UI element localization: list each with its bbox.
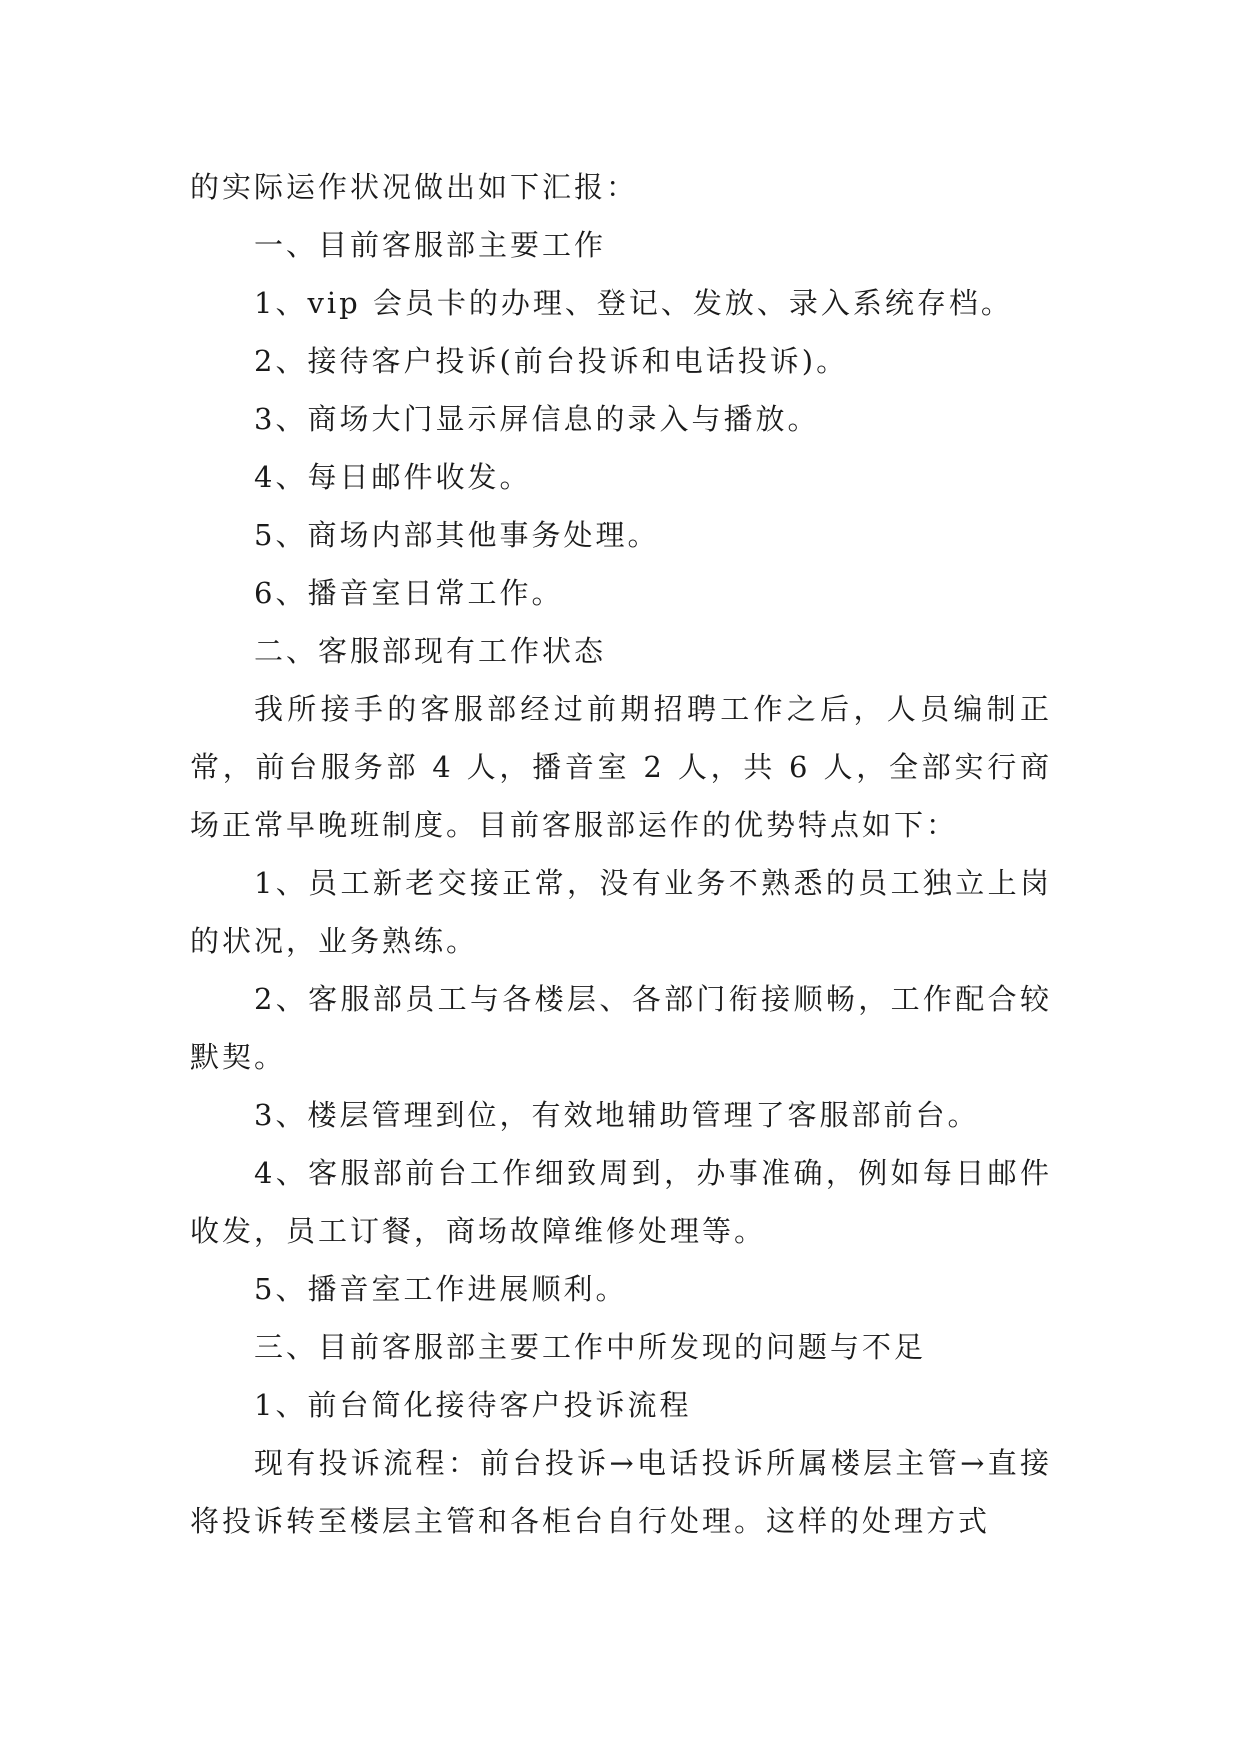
- paragraph-intro: 的实际运作状况做出如下汇报：: [190, 170, 639, 204]
- list-item: 2、客服部员工与各楼层、各部门衔接顺畅，工作配合较默契。: [190, 982, 1052, 1074]
- list-item: 1、vip 会员卡的办理、登记、发放、录入系统存档。: [254, 286, 1013, 320]
- list-item: 5、播音室工作进展顺利。: [254, 1272, 628, 1306]
- section-heading-2: 二、客服部现有工作状态: [254, 634, 607, 668]
- section-heading-3: 三、目前客服部主要工作中所发现的问题与不足: [254, 1330, 927, 1364]
- list-item: 1、前台简化接待客户投诉流程: [254, 1388, 692, 1422]
- list-item: 4、每日邮件收发。: [254, 460, 532, 494]
- document-body: [190, 158, 1052, 1550]
- list-item: 3、商场大门显示屏信息的录入与播放。: [254, 402, 820, 436]
- list-item: 5、商场内部其他事务处理。: [254, 518, 660, 552]
- list-item: 6、播音室日常工作。: [254, 576, 564, 610]
- paragraph-body: 现有投诉流程：前台投诉→电话投诉所属楼层主管→直接将投诉转至楼层主管和各柜台自行处理。这样的处理方式: [190, 1446, 1052, 1538]
- list-item: 3、楼层管理到位，有效地辅助管理了客服部前台。: [254, 1098, 980, 1132]
- paragraph-body: 我所接手的客服部经过前期招聘工作之后，人员编制正常，前台服务部 4 人，播音室 2 人，共 6 人，全部实行商场正常早晚班制度。目前客服部运作的优势特点如下：: [190, 692, 1052, 842]
- list-item: 4、客服部前台工作细致周到，办事准确，例如每日邮件收发，员工订餐，商场故障维修处理等。: [190, 1156, 1052, 1248]
- list-item: 1、员工新老交接正常，没有业务不熟悉的员工独立上岗的状况，业务熟练。: [190, 866, 1052, 958]
- list-item: 2、接待客户投诉(前台投诉和电话投诉)。: [254, 344, 849, 378]
- section-heading-1: 一、目前客服部主要工作: [254, 228, 607, 262]
